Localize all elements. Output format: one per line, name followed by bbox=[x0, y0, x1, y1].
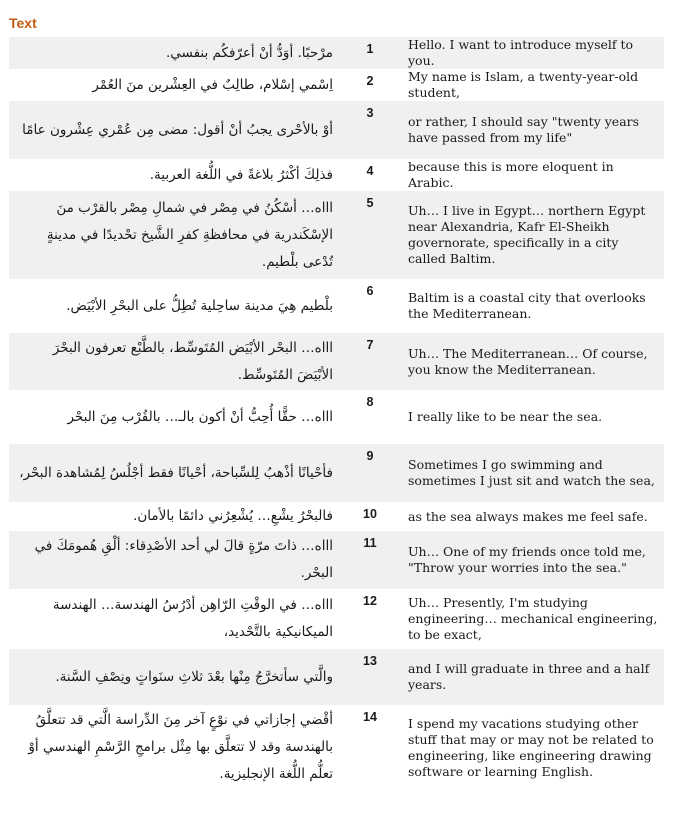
line-number: 1 bbox=[342, 37, 398, 69]
english-translation: I really like to be near the sea. bbox=[408, 409, 603, 424]
line-number: 7 bbox=[342, 333, 398, 390]
english-translation: and I will graduate in three and a half years. bbox=[398, 649, 664, 705]
line-number: 9 bbox=[342, 444, 398, 502]
table-row bbox=[9, 589, 664, 649]
table-row bbox=[9, 649, 664, 705]
english-translation: My name is Islam, a twenty-year-old student, bbox=[408, 69, 639, 100]
line-number: 12 bbox=[363, 594, 377, 608]
table-row bbox=[9, 69, 664, 101]
english-translation: I spend my vacations studying other stuff that may or may not be related to engineering, like engineering drawing software or learning English. bbox=[408, 715, 654, 779]
line-number: 4 bbox=[366, 164, 374, 178]
line-number: 10 bbox=[363, 507, 377, 521]
arabic-text: فأحْيانًا أذْهبُ لِلسِّباحة، أحْيانًا فقط أجْلُسُ لِمُشاهدة البحْر، bbox=[9, 444, 342, 502]
table-row bbox=[9, 101, 664, 159]
line-number: 11 bbox=[342, 531, 398, 589]
english-translation: Baltim is a coastal city that overlooks the Mediterranean. bbox=[408, 290, 646, 321]
table-row bbox=[9, 390, 664, 444]
arabic-text: اااه… البحْر الأبْيَض المُتَوسِّط، بالطَّبْع تعرفون البحْرَ الأبْيَضَ المُتَوسِّط. bbox=[9, 333, 342, 390]
english-translation: Sometimes I go swimming and sometimes I just sit and watch the sea, bbox=[398, 444, 664, 502]
arabic-text: اااه… أسْكُنُ في مِصْر في شمالِ مِصْر بالقرْب منَ الإسْكَندرية في محافظةِ كفرِ الشَّيخ تحْديدًا في مدينةٍ تُدْعى بلْطيم. bbox=[9, 191, 342, 279]
english-translation: as the sea always makes me feel safe. bbox=[408, 508, 648, 524]
table-row bbox=[9, 705, 664, 790]
line-number: 5 bbox=[342, 191, 398, 279]
table-row bbox=[9, 502, 664, 531]
table-row bbox=[9, 531, 664, 589]
arabic-text: اِسْمي إسْلام، طالِبٌ في العِشْرين منَ العُمْر bbox=[92, 76, 333, 93]
table-row bbox=[9, 333, 664, 390]
table-row bbox=[9, 37, 664, 69]
table-row bbox=[9, 444, 664, 502]
english-translation: Uh… Presently, I'm studying engineering… mechanical engineering, to be exact, bbox=[408, 595, 658, 642]
arabic-text: فذلِكَ أكْثرُ بلاغةً في اللُّغة العربية. bbox=[149, 166, 333, 183]
arabic-text: والَّتي سأتخرَّجُ مِنْها بعْدَ ثلاثِ سنَواتٍ ونِصْفِ السَّنة. bbox=[9, 649, 342, 705]
english-translation: Uh… The Mediterranean… Of course, you know the Mediterranean. bbox=[398, 333, 664, 390]
arabic-text: أوْ بالأحْرى يجبُ أنْ أقول: مضى مِن عُمْري عِشْرون عامًا bbox=[9, 101, 342, 159]
english-translation: or rather, I should say "twenty years have passed from my life" bbox=[398, 101, 664, 159]
table-row bbox=[9, 191, 664, 279]
english-translation: Hello. I want to introduce myself to you. bbox=[398, 37, 664, 69]
english-translation: because this is more eloquent in Arabic. bbox=[408, 159, 614, 190]
transcript-rows bbox=[9, 37, 664, 790]
arabic-text: فالبحْرُ يشْعِ… يُشْعِرُني دائمًا بالأمان. bbox=[133, 508, 333, 524]
transcript-table bbox=[9, 37, 664, 790]
line-number: 2 bbox=[366, 74, 374, 88]
table-row bbox=[9, 279, 664, 333]
line-number: 3 bbox=[342, 101, 398, 159]
english-translation: Uh… I live in Egypt… northern Egypt near Alexandria, Kafr El-Sheikh governorate, specifically in a city called Baltim. bbox=[398, 191, 664, 279]
english-translation: Uh… One of my friends once told me, "Throw your worries into the sea." bbox=[398, 531, 664, 589]
arabic-text: اااه… في الوقْتِ الرّاهِن أدْرُسُ الهندسة… الهندسة الميكانيكية بالتَّحْديد، bbox=[52, 597, 333, 640]
arabic-text: مرْحبًا. أوَدُّ أنْ أعرّفكُم بنفسي. bbox=[9, 37, 342, 69]
line-number: 14 bbox=[363, 710, 377, 724]
arabic-text: بلْطيم هِيَ مدينة ساحِلية تُطِلُّ على البحْرِ الأبْيَض. bbox=[66, 297, 333, 314]
arabic-text: اااه… ذاتَ مرّةٍ قالَ لي أحد الأصْدِقاء: ألْقِ هُمومَكَ في البحْر. bbox=[9, 531, 342, 589]
line-number: 6 bbox=[366, 284, 374, 298]
arabic-text: أقْضي إجازاتي في نوْعٍ آخر مِنَ الدِّراسة الَّتي قد تتعلَّقُ بالهندسة وقد لا تتعلَّق بها مِثْل برامجِ الرَّسْمِ الهندسي أوْ تعلُّم اللُّغة الإنجليزية. bbox=[28, 712, 333, 782]
line-number: 8 bbox=[366, 395, 374, 409]
table-row bbox=[9, 159, 664, 191]
line-number: 13 bbox=[342, 649, 398, 705]
section-heading: Text bbox=[9, 15, 37, 31]
arabic-text: اااه… حقًّا أُحِبُّ أنْ أكون بالـ… بالقُرْب مِنَ البحْر bbox=[67, 408, 333, 425]
